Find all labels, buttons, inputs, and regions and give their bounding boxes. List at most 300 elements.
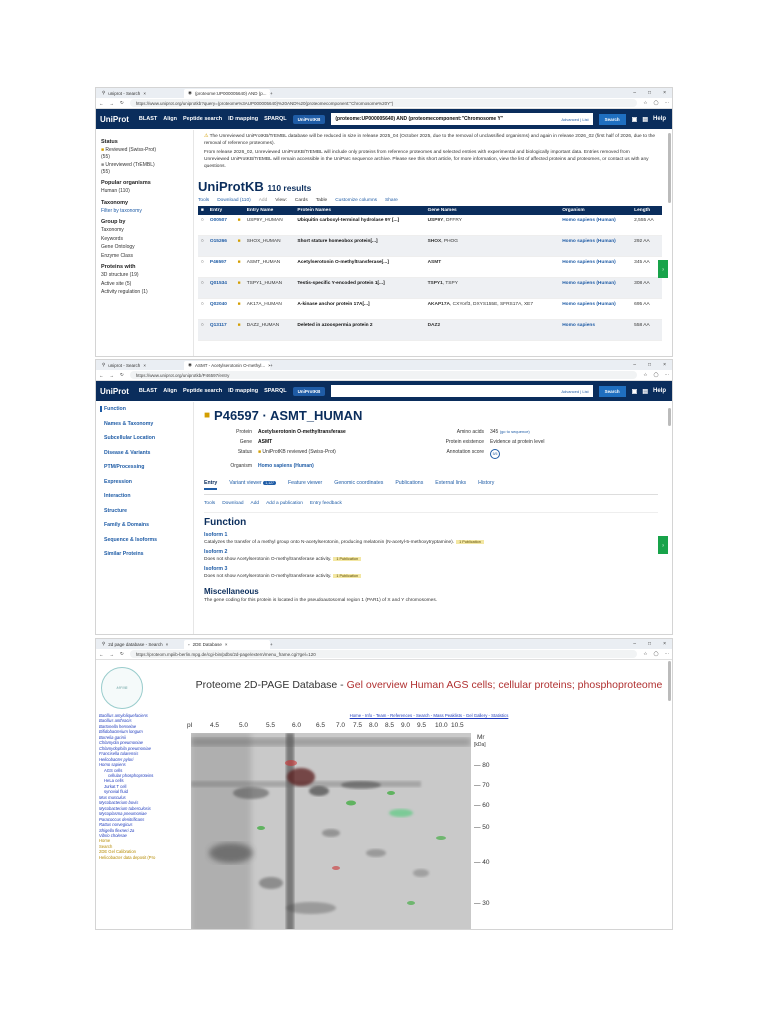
proteins-with-item[interactable]: 3D structure (19) (101, 272, 139, 278)
species-link[interactable]: Paracoccus denitrificans (99, 816, 145, 822)
screenshot-uniprot-entry (95, 359, 673, 635)
proteins-with-item[interactable]: Activity regulation (1) (101, 289, 148, 295)
miscellaneous-heading: Miscellaneous (204, 587, 259, 596)
tools-button[interactable]: Tools (198, 197, 210, 203)
organism-link[interactable]: Homo sapiens (Human) (559, 257, 631, 278)
species-link[interactable]: Borrelia garinii (99, 734, 126, 740)
unreviewed-icon: ■ (101, 162, 105, 168)
maximize-icon[interactable]: □ (648, 362, 652, 368)
species-link[interactable]: Shigella flexneri 2a (99, 827, 135, 833)
length: 558 AA (631, 320, 662, 341)
protein-name: A-kinase anchor protein 17A[...] (294, 299, 424, 320)
back-icon[interactable]: ← (99, 372, 104, 378)
length: 695 AA (631, 299, 662, 320)
row-checkbox[interactable]: ○ (198, 236, 207, 257)
taxonomy-heading: Taxonomy (101, 199, 129, 206)
entry-name: TSPY1_HUMAN (244, 278, 295, 299)
nav-peptide-search[interactable]: Peptide search (182, 116, 223, 122)
amino-acids-label: Amino acids (456, 429, 484, 435)
tab-external-links[interactable]: External links (435, 480, 467, 486)
row-checkbox[interactable]: ○ (198, 299, 207, 320)
section-link-expression[interactable]: Expression (104, 478, 132, 485)
search-icon: ⚲ (102, 362, 106, 367)
table-row[interactable] (198, 278, 662, 299)
minimize-icon[interactable]: – (633, 362, 637, 368)
gene-names (425, 236, 560, 257)
go-to-sequence-link[interactable]: (go to sequence) (499, 429, 530, 434)
gene-primary: USP9Y (427, 217, 444, 223)
species-link[interactable]: Helicobacter pylori (99, 756, 134, 762)
basket-icon[interactable]: ▣ (631, 116, 638, 123)
entry-link[interactable]: Q02040 (207, 299, 235, 320)
species-link[interactable]: Bacillus amyloliquefaciens (99, 713, 148, 718)
help-side-tab[interactable]: ? (658, 260, 668, 278)
browser-tab[interactable] (98, 89, 184, 98)
mr-axis-label: Mr (477, 734, 485, 741)
species-link[interactable]: Chlamydia pneumoniae (99, 740, 143, 746)
reload-icon[interactable]: ↻ (120, 372, 124, 377)
db-title: UniProtKB (198, 178, 264, 194)
species-link[interactable]: Chlamydophila pneumoniae (99, 745, 151, 751)
popular-organisms-heading: Popular organisms (101, 180, 151, 186)
gel-spot (285, 760, 297, 766)
filter-label: Reviewed (Swiss-Prot) (105, 147, 156, 153)
browser-tabs (96, 639, 672, 649)
reviewed-icon: ■ (235, 215, 244, 236)
close-icon[interactable]: × (143, 90, 146, 96)
scrollbar[interactable] (668, 661, 671, 701)
close-window-icon[interactable]: × (663, 362, 666, 368)
group-by-item[interactable]: Keywords (101, 235, 123, 242)
annotation-score-badge[interactable]: 5/5 (490, 449, 500, 459)
entry-feedback-button[interactable]: Entry feedback (309, 501, 342, 506)
pi-tick-label: 10.5 (451, 722, 464, 729)
tab-history[interactable]: History (478, 480, 495, 486)
organism-value[interactable]: Homo sapiens (Human) (258, 463, 314, 469)
organism-label: Organism (230, 463, 252, 469)
col-gene-names[interactable]: Gene Names (425, 206, 560, 215)
species-link[interactable]: Francisella tularensis (99, 751, 139, 757)
function-heading: Function (204, 517, 247, 528)
species-link[interactable]: Mycobacterium tuberculosis (99, 805, 151, 811)
species-link[interactable]: Mus musculus (99, 794, 126, 800)
gel-spot (309, 786, 329, 796)
row-checkbox[interactable]: ○ (198, 278, 207, 299)
protein-existence-label: Protein existence (445, 439, 484, 445)
entry-name: DAZ2_HUMAN (244, 320, 295, 341)
nav-id-mapping[interactable]: ID mapping (228, 116, 259, 122)
profile-icon[interactable]: ◯ (653, 100, 659, 105)
menu-link-home[interactable]: Home (99, 838, 111, 844)
group-by-heading: Group by (101, 219, 126, 225)
section-link-family-domains[interactable]: Family & Domains (104, 522, 149, 528)
gel-spot (407, 901, 415, 905)
database-select[interactable]: UniProtKB (293, 115, 326, 124)
forward-icon[interactable]: → (109, 100, 114, 106)
add-button[interactable]: Add (250, 501, 260, 506)
nav-blast[interactable]: BLAST (138, 116, 158, 122)
advanced-link[interactable]: Advanced (561, 116, 580, 122)
length: 2,555 AA (631, 215, 662, 236)
reviewed-star-icon: ■ (204, 410, 211, 421)
mr-tick-label: — 40 (474, 859, 490, 866)
length: 292 AA (631, 236, 662, 257)
col-protein-names[interactable]: Protein Names (294, 206, 424, 215)
close-icon[interactable]: × (165, 641, 169, 647)
row-checkbox[interactable]: ○ (198, 257, 207, 278)
aa-count: 345 (490, 429, 499, 435)
search-input[interactable]: Advanced | List (331, 385, 592, 397)
proteins-with-heading: Proteins with (101, 264, 136, 270)
protein-name: Short stature homeobox protein[...] (294, 236, 424, 257)
gene-primary: SHOX (427, 239, 442, 245)
minimize-icon[interactable]: – (633, 90, 637, 96)
new-tab-icon[interactable]: + (270, 362, 273, 368)
select-all-checkbox[interactable]: ■ (198, 206, 207, 215)
gel-spot (387, 791, 395, 795)
gel-smear-acidic (191, 733, 251, 930)
col-status (235, 206, 244, 215)
close-window-icon[interactable]: × (663, 90, 666, 96)
forward-icon[interactable]: → (109, 651, 114, 657)
tab-feature-viewer[interactable]: Feature viewer (287, 480, 323, 486)
browser-tab-active[interactable] (184, 361, 270, 370)
entry-link[interactable]: O00507 (207, 215, 235, 236)
entry-main (204, 408, 658, 607)
reload-icon[interactable]: ↻ (120, 651, 124, 656)
gene-synonyms: , DFFRY (443, 217, 462, 223)
section-link-disease-variants[interactable]: Disease & Variants (104, 449, 151, 456)
results-count: 110 results (267, 182, 312, 193)
gel-image[interactable] (191, 733, 471, 930)
species-link[interactable]: Vibrio cholerae (99, 832, 127, 838)
tab-genomic-coordinates[interactable]: Genomic coordinates (334, 480, 384, 486)
gel-spots (191, 733, 471, 930)
deprecation-notice (198, 132, 662, 173)
url-field[interactable]: https://www.uniprot.org/uniprotkb/P46597/entry (130, 371, 638, 379)
basket-icon[interactable]: ▣ (631, 388, 638, 395)
protein-label: Protein (236, 429, 252, 435)
browser-tab-active[interactable] (184, 89, 270, 98)
tab-entry[interactable]: Entry (204, 480, 217, 490)
menu-link-search[interactable]: Search (99, 843, 113, 849)
table-row[interactable] (198, 299, 662, 320)
gene-synonyms: , CXYorf3, DXYS155E, SFRS17A, XE7 (450, 302, 534, 308)
group-by-item[interactable]: Enzyme Class (101, 252, 133, 259)
miscellaneous-text: The gene coding for this protein is located in the pseudoautosomal region 1 (PAR1) of X and Y chromosomes. (204, 598, 438, 603)
species-link[interactable]: Bifidobacterium longum (99, 729, 143, 735)
organism-link[interactable]: Homo sapiens (Human) (559, 278, 631, 299)
nav-peptide-search[interactable]: Peptide search (182, 388, 223, 394)
star-icon[interactable]: ☆ (643, 372, 648, 377)
publication-badge[interactable]: 1 Publication (456, 540, 484, 544)
help-side-tab[interactable]: ? (658, 536, 668, 554)
close-window-icon[interactable]: × (663, 641, 666, 647)
profile-icon[interactable]: ◯ (653, 372, 659, 377)
table-header-row (198, 206, 662, 215)
organism-link[interactable]: Homo sapiens (Human) (559, 299, 631, 320)
advanced-link[interactable]: Advanced (561, 388, 580, 394)
uniprot-logo[interactable]: UniProt (100, 386, 129, 396)
protein-existence-value: Evidence at protein level (490, 439, 545, 445)
nav-sparql[interactable]: SPARQL (264, 388, 287, 394)
length: 308 AA (631, 278, 662, 299)
gel-spot (286, 902, 336, 914)
forward-icon[interactable]: → (109, 372, 114, 378)
profile-icon[interactable]: ◯ (653, 651, 659, 656)
menu-icon[interactable]: ⋯ (664, 100, 669, 105)
pi-tick-label: 5.5 (266, 722, 276, 729)
search-button[interactable]: Search (599, 386, 626, 397)
gene-primary: TSPY1 (427, 281, 443, 287)
entry-heading: P46597 · ASMT_HUMAN (214, 408, 363, 423)
reload-icon[interactable]: ↻ (120, 100, 124, 105)
download-button[interactable]: Download (222, 501, 244, 506)
pi-tick-label: 7.5 (353, 722, 363, 729)
scrollbar[interactable] (668, 133, 671, 203)
col-entry[interactable]: Entry (207, 206, 235, 215)
pi-tick-label: 4.5 (210, 722, 220, 729)
organism-link[interactable]: Homo sapiens (Human) (559, 236, 631, 257)
mr-tick-label: — 70 (474, 782, 490, 789)
uniprot-header (96, 109, 672, 129)
back-icon[interactable]: ← (99, 651, 104, 657)
pi-tick-label: 8.5 (385, 722, 395, 729)
gel-spot (332, 866, 340, 870)
entry-link[interactable]: Q01534 (207, 278, 235, 299)
col-entry-name[interactable]: Entry Name (244, 206, 295, 215)
section-link-structure[interactable]: Structure (104, 507, 128, 514)
pi-axis-label: pI (187, 722, 193, 729)
gene-label: Gene (239, 439, 252, 445)
gel-spot (233, 787, 269, 799)
gel-spot (389, 809, 413, 817)
group-by-item[interactable]: Taxonomy (101, 227, 124, 233)
sub-item-link[interactable]: synovial fluid (104, 789, 128, 795)
section-link-sequence-isoforms[interactable]: Sequence & Isoforms (104, 536, 158, 543)
help-link[interactable]: Help (652, 115, 666, 122)
filter-label: Unreviewed (TrEMBL) (105, 162, 155, 168)
list-link[interactable]: List (582, 116, 589, 122)
gel-spot (341, 781, 381, 789)
mr-axis (474, 732, 504, 930)
uniprot-logo[interactable]: UniProt (100, 114, 129, 124)
protein-value: Acetylserotonin O-methyltransferase (258, 429, 346, 435)
star-icon[interactable]: ☆ (643, 651, 648, 656)
section-link-interaction[interactable]: Interaction (104, 493, 131, 499)
col-length[interactable]: Length (631, 206, 662, 215)
sub-item-link[interactable]: cellular phosphoproteins (108, 772, 154, 778)
filter-unreviewed[interactable] (101, 162, 188, 175)
entry-section-nav (96, 402, 194, 635)
species-link[interactable]: Bacillus anthracis (99, 718, 132, 724)
print-icon[interactable]: ▤ (642, 116, 648, 123)
species-link[interactable]: Bartonella henselae (99, 723, 137, 729)
url-field[interactable]: https://proteom.mpiib-berlin.mpg.de/cgi-bin/pdbs/2d-page/extern/menu_frame.cgi?gel=120 (130, 650, 638, 658)
tab-label: uniprot - Search (108, 362, 141, 368)
entry-link[interactable]: P46597 (207, 257, 235, 278)
nav-sparql[interactable]: SPARQL (264, 116, 287, 122)
table-row[interactable] (198, 236, 662, 257)
entry-title (204, 408, 658, 423)
filter-count: (55) (101, 168, 110, 175)
new-tab-icon[interactable]: + (270, 641, 273, 647)
page-title (186, 679, 672, 692)
section-link-ptm[interactable]: PTM/Processing (104, 464, 145, 470)
publication-badge[interactable]: 1 Publication (333, 574, 361, 578)
new-tab-icon[interactable]: + (270, 90, 273, 96)
species-link[interactable]: Mycobacterium bovis (99, 800, 139, 806)
organism-link[interactable]: Homo sapiens (559, 320, 631, 341)
pi-axis (186, 722, 476, 732)
gene-synonyms: , TSPY (442, 281, 458, 287)
sub-item-link[interactable]: Jurkat T cell (104, 783, 127, 789)
table-row[interactable] (198, 257, 662, 278)
mr-tick-label: — 80 (474, 762, 490, 769)
sub-item-link[interactable]: HeLa cells (104, 778, 124, 784)
search-button[interactable]: Search (599, 114, 626, 125)
filter-reviewed[interactable] (101, 147, 188, 160)
tab-publications[interactable]: Publications (395, 480, 424, 486)
filter-count: (55) (101, 153, 110, 160)
gel-spot (366, 849, 386, 857)
row-checkbox[interactable]: ○ (198, 320, 207, 341)
species-link[interactable]: Homo sapiens (99, 762, 126, 768)
gene-names (425, 320, 560, 341)
results-table (198, 206, 662, 342)
nav-id-mapping[interactable]: ID mapping (228, 388, 259, 394)
address-bar-row (96, 98, 672, 109)
filters-sidebar (96, 130, 194, 357)
star-icon[interactable]: ☆ (643, 100, 648, 105)
browser-tab-active[interactable] (184, 640, 270, 649)
scrollbar[interactable] (668, 408, 671, 426)
pi-tick-label: 6.5 (316, 722, 326, 729)
url-field[interactable]: https://www.uniprot.org/uniprotkb?query=(proteome%3AUP000005640)%20AND%20(proteomecomponent:"Chromosome%20Y") (130, 99, 638, 107)
nav-blast[interactable]: BLAST (138, 388, 158, 394)
reviewed-icon: ■ (235, 299, 244, 320)
reviewed-icon: ■ (235, 278, 244, 299)
isoform-text: Catalyzes the transfer of a methyl group onto N-acetylserotonin, producing melatonin (N-acetyl-5-methoxytryptamine). (204, 540, 455, 545)
organism-link[interactable]: Homo sapiens (Human) (559, 215, 631, 236)
menu-link-calibration[interactable]: 2DE Gel Calibration (99, 849, 137, 855)
section-link-function[interactable]: Function (100, 406, 185, 412)
warning-icon: ⚠ (204, 134, 209, 139)
entry-link[interactable]: O15266 (207, 236, 235, 257)
view-table-radio[interactable]: Table (315, 197, 328, 203)
nav-align[interactable]: Align (163, 116, 177, 122)
col-organism[interactable]: Organism (559, 206, 631, 215)
gene-primary: ASMT (427, 260, 442, 266)
isoform-3-text (204, 574, 658, 579)
kda-label: [kDa] (474, 742, 486, 748)
top-links[interactable]: Home - Info - Team - References - Search - Mass Peaklists - Gel Gallery - Statistics (349, 713, 509, 718)
add-button[interactable]: Add (258, 197, 268, 203)
notice-text-2: From release 2026_02, Unreviewed UniProtKB/TrEMBL will include only proteins from reference proteomes and selected entries with experimental and biologically important data. Entries removed from Unreviewed UniProtKB/TrEMBL will remain accessible in the UniParc sequence archive. Please see this short article, for more information, view the list of affected proteins and proteomes, or contact us with any questions. (204, 150, 649, 169)
search-input[interactable]: (proteome:UP000005640) AND (proteomecomponent:"Chromosome Y" Advanced | List (331, 113, 592, 125)
address-bar-row (96, 649, 672, 660)
minimize-icon[interactable]: – (633, 641, 637, 647)
gel-spot (287, 768, 315, 786)
species-link[interactable]: Mycoplasma pneumoniae (99, 811, 147, 817)
share-button[interactable]: Share (385, 197, 398, 203)
reviewed-icon: ■ (235, 257, 244, 278)
section-link-subcellular-location[interactable]: Subcellular Location (104, 435, 156, 441)
species-link[interactable]: Rattus norvegicus (99, 822, 133, 828)
table-row[interactable] (198, 215, 662, 236)
filter-by-taxonomy-link[interactable]: Filter by taxonomy (101, 207, 142, 214)
group-by-item[interactable]: Gene Ontology (101, 244, 135, 250)
gel-spot (259, 877, 283, 889)
page-icon: ▫ (188, 641, 190, 647)
status-value (258, 449, 418, 459)
close-icon[interactable]: × (143, 362, 146, 368)
section-link-similar-proteins[interactable]: Similar Proteins (104, 551, 144, 557)
uniprot-header (96, 381, 672, 401)
sub-item-link[interactable]: AGS cells (104, 767, 123, 773)
tab-variant-viewer[interactable] (229, 480, 276, 490)
entry-tabs (204, 480, 658, 495)
tools-button[interactable]: Tools (204, 501, 216, 506)
entry-summary (204, 429, 658, 469)
screenshot-uniprot-search (95, 87, 673, 357)
add-publication-button[interactable]: Add a publication (266, 501, 303, 506)
row-checkbox[interactable]: ○ (198, 215, 207, 236)
search-icon: ⚲ (102, 641, 106, 646)
institute-logo: MPIIB (101, 667, 143, 709)
gene-primary: DAZ2 (427, 323, 441, 329)
filter-human[interactable]: Human (110) (101, 188, 130, 194)
title-gel: Gel overview Human AGS cells; cellular proteins; phosphoproteome (346, 679, 663, 691)
publication-badge[interactable]: 1 Publication (333, 557, 361, 561)
list-link[interactable]: List (582, 388, 589, 394)
maximize-icon[interactable]: □ (648, 90, 652, 96)
menu-icon[interactable]: ⋯ (664, 372, 669, 377)
browser-tabs (96, 88, 672, 98)
mr-tick-label: — 60 (474, 802, 490, 809)
isoform-text: Does not show Acetylserotonin O-methyltransferase activity. (204, 557, 332, 562)
menu-icon[interactable]: ⋯ (664, 651, 669, 656)
pi-tick-label: 10.0 (435, 722, 448, 729)
gene-value: ASMT (258, 439, 273, 445)
nav-align[interactable]: Align (163, 388, 177, 394)
section-link-names-taxonomy[interactable]: Names & Taxonomy (104, 420, 154, 427)
browser-tab[interactable] (98, 640, 184, 649)
customize-columns-button[interactable]: Customize columns (335, 197, 378, 203)
entry-link[interactable]: Q13117 (207, 320, 235, 341)
pi-tick-label: 8.0 (369, 722, 379, 729)
print-icon[interactable]: ▤ (642, 388, 648, 395)
status-text: UniProtKB reviewed (Swiss-Prot) (262, 449, 336, 455)
view-cards-radio[interactable]: Cards (294, 197, 308, 203)
browser-tab[interactable] (98, 361, 184, 370)
gel-spot (436, 836, 446, 840)
database-select[interactable]: UniProtKB (293, 387, 326, 396)
help-link[interactable]: Help (652, 387, 666, 394)
table-row[interactable] (198, 320, 662, 341)
results-toolbar (198, 198, 662, 203)
proteins-with-item[interactable]: Active site (5) (101, 280, 132, 287)
function-section (204, 512, 658, 607)
variant-count-badge: 1,127 (265, 481, 274, 485)
download-button[interactable]: Download (110) (217, 197, 251, 203)
back-icon[interactable]: ← (99, 100, 104, 106)
close-icon[interactable]: × (224, 641, 228, 647)
maximize-icon[interactable]: □ (648, 641, 652, 647)
menu-link-data-deposit[interactable]: Helicobacter data deposit (Pro (99, 854, 156, 860)
gel-spot (322, 829, 340, 837)
mr-tick-label: — 50 (474, 824, 490, 831)
